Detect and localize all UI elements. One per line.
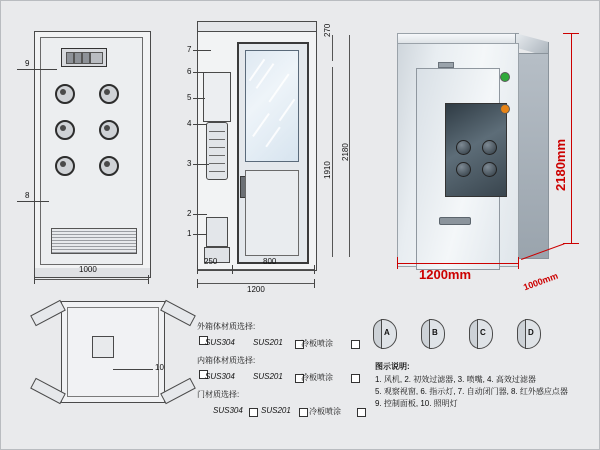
dim-line-total [197,283,315,284]
material-option-sus201: SUS201 [253,338,283,347]
plan-view-door-right [160,300,196,327]
render-front-panel [397,43,519,267]
dim-mid: 800 [263,257,277,266]
legend-line: 9. 控制面板, 10. 照明灯 [375,399,458,408]
material-row-options [197,336,362,353]
dim-top: 270 [323,23,332,37]
legend-line: 1. 风机, 2. 初效过滤器, 3. 喷嘴, 4. 高效过滤器 [375,375,536,384]
panel-display [90,52,103,64]
dim-line-render-height [571,33,572,243]
door-type-a-label: A [384,328,390,337]
dim-render-width: 1200mm [419,267,472,282]
checkbox-coated[interactable] [351,340,360,349]
legend [375,361,575,410]
leader-8 [17,201,49,202]
dim-render-height: 2180mm [553,138,568,191]
dim-front-width: 1000 [79,265,97,274]
section-view [197,31,315,269]
indicator-led-orange [500,104,510,114]
blower-fan [206,122,228,180]
leader-7 [193,50,211,51]
render-door-handle [439,217,471,225]
material-row [197,387,362,404]
dim-tick [34,275,35,284]
material-option-sus304: SUS304 [213,406,243,415]
callout-10: 10 [155,363,164,372]
material-title: 内箱体材质选择: [197,356,256,365]
front-view-inner-wall [40,37,143,265]
callout-9: 9 [25,59,30,68]
checkbox-coated[interactable] [357,408,366,417]
nozzle [99,120,119,140]
dim-tick [148,275,149,284]
material-row [197,353,362,370]
dim-inner-height: 1910 [323,161,332,179]
render-nozzle [456,140,471,155]
door-type-d-label: D [528,328,534,337]
dim-line-top [332,35,333,61]
door-type-c-label: C [480,328,486,337]
legend-line: 5. 观察视窗, 6. 指示灯, 7. 自动闭门器, 8. 红外感应点器 [375,387,568,396]
material-row-options [197,404,362,421]
panel-key-1 [66,52,74,64]
leader-10 [113,369,153,370]
render-nozzle [456,162,471,177]
render-side-panel [517,53,549,259]
checkbox-sus304[interactable] [249,408,258,417]
plan-view [61,301,163,401]
render-nozzle [482,162,497,177]
nozzle [99,84,119,104]
panel-key-3 [82,52,90,64]
material-row [197,319,362,336]
door-type-b-label: B [432,328,438,337]
callout-2: 2 [187,209,192,218]
material-option-sus201: SUS201 [261,406,291,415]
dim-line-mid [233,269,315,270]
material-option-coated: 冷板喷涂 [301,373,333,382]
return-air-grille [51,228,137,254]
door-lower-panel [245,170,299,256]
nozzle [55,84,75,104]
plan-view-light [92,336,114,358]
material-option-coated: 冷板喷涂 [301,339,333,348]
dim-render-depth: 1000mm [522,270,560,293]
material-option-sus304: SUS304 [205,372,235,381]
callout-1: 1 [187,229,192,238]
section-view-cabinet [197,31,317,271]
material-option-sus201: SUS201 [253,372,283,381]
isometric-render [389,29,559,279]
render-view-window [445,103,507,197]
door-type-a [371,319,407,349]
material-title: 门材质选择: [197,390,240,399]
leader-1 [193,234,207,235]
dim-outer-height: 2180 [341,143,350,161]
callout-3: 3 [187,159,192,168]
leader-5 [193,98,205,99]
leader-3 [193,164,209,165]
nozzle [99,156,119,176]
plan-view-door-right-b [160,378,196,405]
dim-line-inner-height [332,67,333,257]
legend-title: 图示说明: [375,362,410,371]
material-option-sus304: SUS304 [205,338,235,347]
material-options [197,319,362,421]
leader-6 [193,72,207,73]
callout-6: 6 [187,67,192,76]
door-type-d [515,319,551,349]
nozzle [55,120,75,140]
plan-view-body [61,301,165,403]
primary-filter [203,72,231,122]
view-window [245,50,299,162]
leader-9 [17,69,57,70]
panel-key-2 [74,52,82,64]
callout-7: 7 [187,45,192,54]
dim-line-left [197,269,233,270]
door-type-icons [371,319,561,353]
leader-4 [193,124,207,125]
front-view [34,31,149,269]
render-door [416,68,500,270]
material-option-coated: 冷板喷涂 [309,407,341,416]
nozzle [55,156,75,176]
door-assembly [237,42,309,264]
door-type-b [419,319,455,349]
door-type-c [467,319,503,349]
dim-line-front-width [34,279,149,280]
control-panel [61,48,107,67]
indicator-led-green [500,72,510,82]
callout-8: 8 [25,191,30,200]
dim-left: 250 [204,257,218,266]
callout-4: 4 [187,119,192,128]
leader-2 [193,214,207,215]
material-title: 外箱体材质选择: [197,322,256,331]
callout-5: 5 [187,93,192,102]
dim-line-render-width [397,263,519,264]
render-nozzle [482,140,497,155]
control-box [206,217,228,247]
material-row-options [197,370,362,387]
checkbox-sus201[interactable] [299,408,308,417]
checkbox-coated[interactable] [351,374,360,383]
dim-total: 1200 [247,285,265,294]
